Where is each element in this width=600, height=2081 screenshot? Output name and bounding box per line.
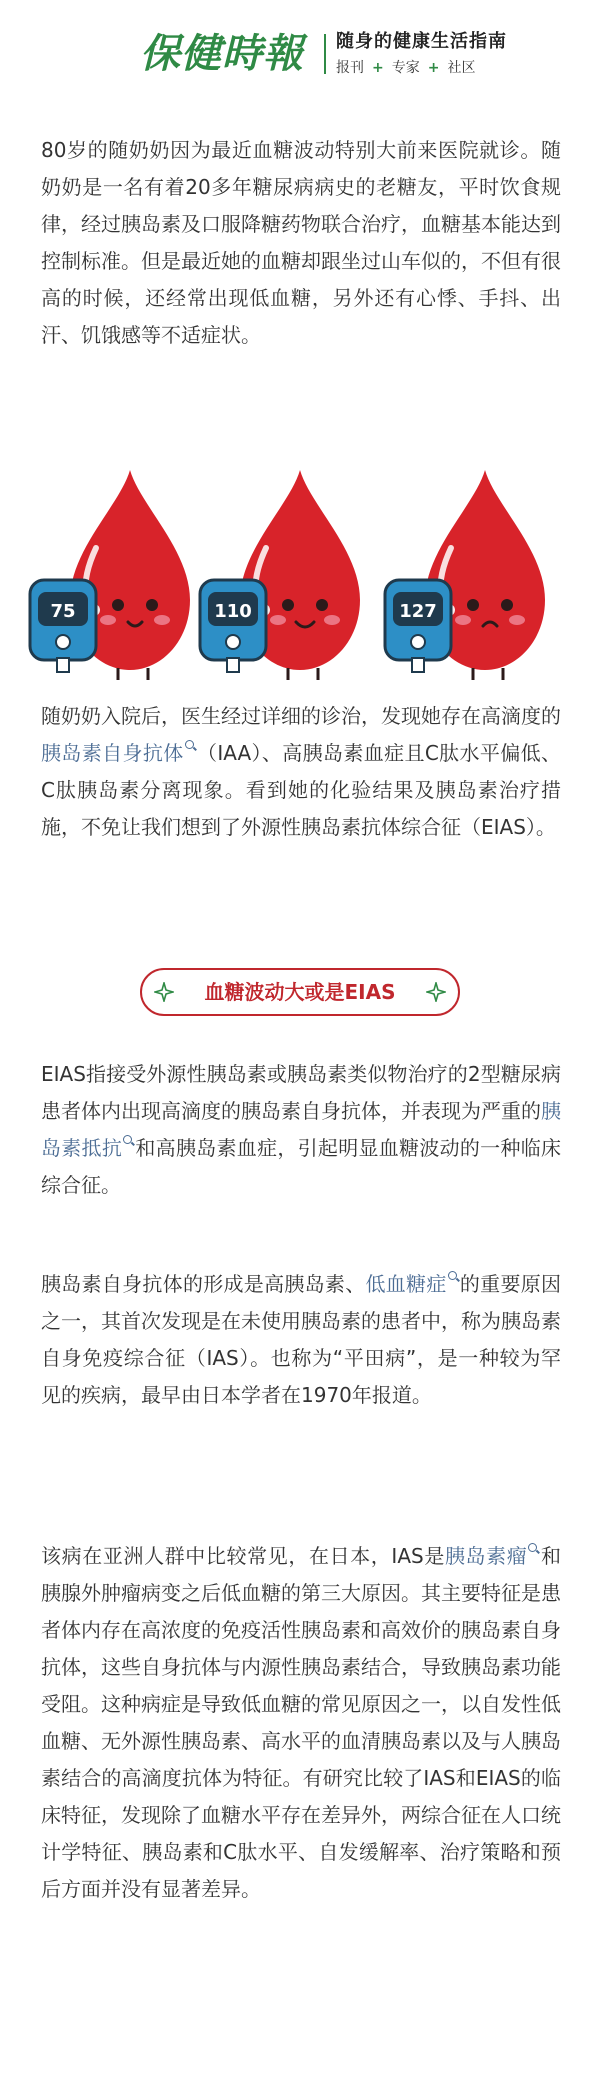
header-divider <box>324 34 326 74</box>
meter-reading-2: 110 <box>214 601 252 622</box>
brand-logo: 保健時報 <box>140 30 304 77</box>
tag-community: 社区 <box>447 60 476 76</box>
intro-paragraph: 80岁的随奶奶因为最近血糖波动特别大前来医院就诊。随奶奶是一名有着20多年糖尿病病史的老糖友，平时饮食规律，经过胰岛素及口服降糖药物联合治疗，血糖基本能达到控制标准。但是最近她的血糖却跟坐过山车似的，不但有很高的时候，还经常出现低血糖，另外还有心悸、手抖、出汗、饥饿感等不适症状。 <box>41 138 561 347</box>
tag-newspaper: 报刊 <box>336 60 364 76</box>
features-text-b: 和胰腺外肿瘤病变之后低血糖的第三大原因。其主要特征是患者体内存在高浓度的免疫活性胰岛素和高效价的胰岛素自身抗体，这些自身抗体与内源性胰岛素结合，导致胰岛素功能受阻。这种病症是导致低血糖的常见原因之一，以自发性低血糖、无外源性胰岛素、高水平的血清胰岛素以及与人胰岛素结合的高滴度抗体为特征。有研究比较了IAS和EIAS的临床特征，发现除了血糖水平存在差异外，两综合征在人口统计学特征、胰岛素和C肽水平、自发缓解率、治疗策略和预后方面并没有显著差异。 <box>41 1544 562 1901</box>
section-heading <box>140 968 460 1016</box>
keyword-link-insulinoma[interactable]: 胰岛素瘤 <box>445 1544 540 1568</box>
keyword-link-hypoglycemia[interactable]: 低血糖症 <box>365 1272 459 1296</box>
section-title: 血糖波动大或是EIAS <box>204 980 396 1004</box>
plus-icon: + <box>372 60 384 76</box>
blood-drop-illustration <box>20 470 580 680</box>
search-icon <box>528 1543 540 1555</box>
brand-slogan: 随身的健康生活指南 <box>336 31 507 52</box>
search-icon <box>185 740 197 752</box>
keyword-link-insulin-resistance[interactable]: 胰岛素抵抗 <box>41 1099 561 1160</box>
search-icon <box>448 1271 460 1283</box>
features-text-a: 该病在亚洲人群中比较常见，在日本，IAS是 <box>41 1544 445 1568</box>
masthead <box>0 0 600 110</box>
eias-text-a: EIAS指接受外源性胰岛素或胰岛素类似物治疗的2型糖尿病患者体内出现高滴度的胰岛素自身抗体，并表现为严重的 <box>41 1062 561 1123</box>
ias-features-paragraph <box>41 1538 561 1908</box>
ias-origin-paragraph <box>41 1266 561 1414</box>
ias-text-b: 的重要原因之一，其首次发现是在未使用胰岛素的患者中，称为胰岛素自身免疫综合征（IAS）。也称为“平田病”，是一种较为罕见的疾病，最早由日本学者在1970年报道。 <box>41 1272 562 1407</box>
search-icon <box>123 1135 135 1147</box>
eias-definition-paragraph <box>41 1056 561 1204</box>
diagnosis-text-b: （IAA）、高胰岛素血症且C肽水平偏低、C肽胰岛素分离现象。看到她的化验结果及胰岛素治疗措施，不免让我们想到了外源性胰岛素抗体综合征（EIAS）。 <box>41 741 561 839</box>
diagnosis-paragraph <box>41 698 561 846</box>
ias-text-a: 胰岛素自身抗体的形成是高胰岛素、 <box>41 1272 366 1296</box>
plus-icon: + <box>427 60 440 76</box>
eias-text-b: 和高胰岛素血症，引起明显血糖波动的一种临床综合征。 <box>41 1136 562 1197</box>
diagnosis-text-a: 随奶奶入院后，医生经过详细的诊治，发现她存在高滴度的 <box>41 704 561 728</box>
brand-tags <box>336 58 475 78</box>
meter-reading-3: 127 <box>399 601 437 622</box>
glucose-meter-1 <box>30 580 96 672</box>
glucose-meter-2 <box>200 580 266 672</box>
glucose-meter-3 <box>385 580 451 672</box>
keyword-link-insulin-autoantibody[interactable]: 胰岛素自身抗体 <box>41 741 197 765</box>
meter-reading-1: 75 <box>50 601 76 622</box>
sparkle-icon <box>426 982 446 1002</box>
tag-experts: 专家 <box>391 60 420 76</box>
